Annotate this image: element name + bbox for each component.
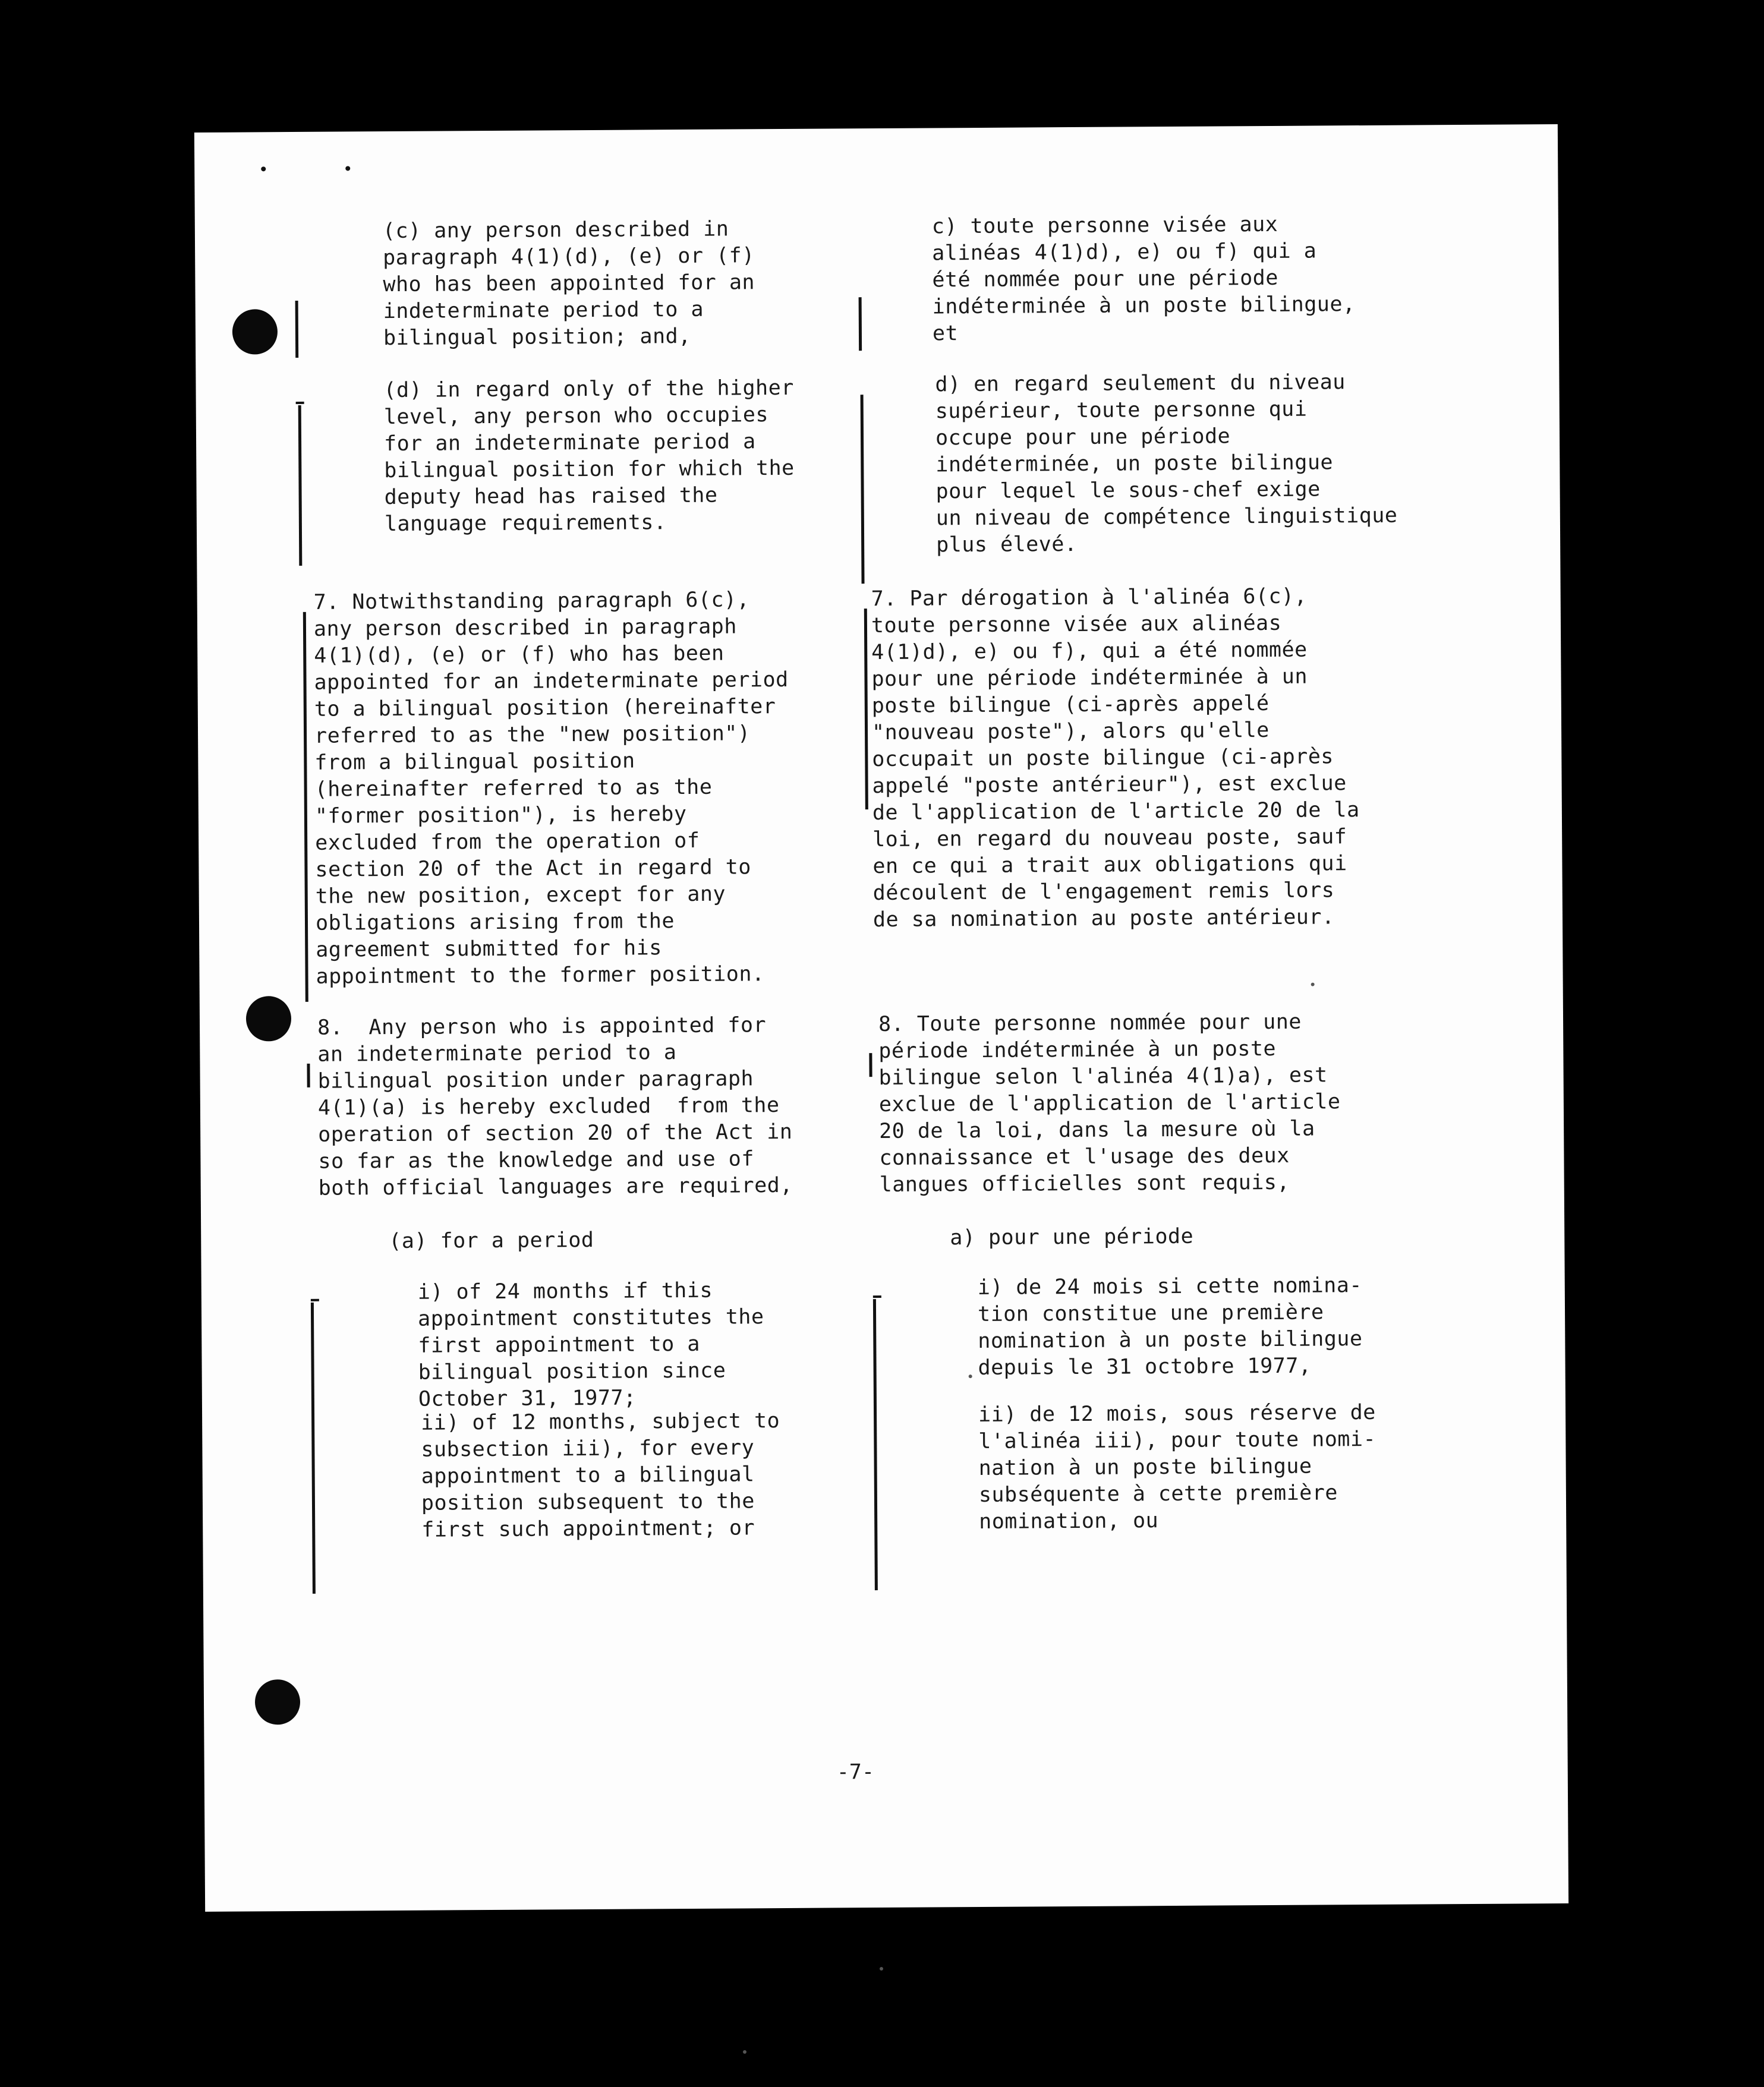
revision-bar-tick xyxy=(296,402,304,404)
document-page xyxy=(194,124,1568,1912)
scan-speck xyxy=(345,166,350,171)
binder-hole-middle xyxy=(246,996,291,1041)
english-paragraph-6c: (c) any person described in paragraph 4(1)(d), (e) or (f) who has been appointed for an indeterminate period to a bilingual position; and, xyxy=(382,217,755,351)
english-paragraph-6d: (d) in regard only of the higher level, any person who occupies for an indeterminate period a bilingual position for which the deputy head has raised the language requirements. xyxy=(383,376,795,537)
french-paragraph-8a-ii: ii) de 12 mois, sous réserve de l'alinéa iii), pour toute nomi- nation à un poste bilingue subséquente à cette première nomination, ou xyxy=(978,1400,1376,1534)
english-paragraph-8a-ii: ii) of 12 months, subject to subsection iii), for every appointment to a bilingual position subsequent to the first such appointment; or xyxy=(421,1409,780,1542)
revision-bar xyxy=(311,1303,316,1594)
revision-bar xyxy=(859,297,862,351)
english-paragraph-8a-i: i) of 24 months if this appointment constitutes the first appointment to a bilingual position since October 31, 1977; xyxy=(417,1278,764,1411)
scan-speck xyxy=(969,1374,972,1378)
scan-speck xyxy=(261,166,266,171)
french-paragraph-8a-i: i) de 24 mois si cette nomina- tion constitue une première nomination à un poste bilingue depuis le 31 octobre 1977, xyxy=(977,1273,1363,1380)
revision-bar xyxy=(298,405,303,566)
revision-bar xyxy=(873,1299,878,1590)
french-paragraph-7: 7. Par dérogation à l'alinéa 6(c), toute personne visée aux alinéas 4(1)d), e) ou f), qui a été nommée pour une période indéterminée à un poste bilingue (ci-après appelé "nouveau poste"), alors qu'elle occupait un poste bilingue (ci-après appelé "poste antérieur"), est exclue de l'application de l'article 20 de la loi, en regard du nouveau poste, sauf en ce qui a trait aux obligations qui découlent de l'engagement remis lors de sa nomination au poste antérieur. xyxy=(871,584,1360,932)
revision-bar xyxy=(864,609,868,809)
revision-bar xyxy=(861,395,865,584)
binder-hole-top xyxy=(232,309,278,354)
scan-speck xyxy=(1311,983,1315,986)
revision-bar xyxy=(307,1064,310,1087)
french-paragraph-6d: d) en regard seulement du niveau supérieur, toute personne qui occupe pour une période indéterminée, un poste bilingue pour lequel le sous-chef exige un niveau de compétence linguistique plus élevé. xyxy=(935,370,1398,557)
french-paragraph-6c: c) toute personne visée aux alinéas 4(1)d), e) ou f) qui a été nommée pour une période indéterminée à un poste bilingue, et xyxy=(931,212,1356,346)
scan-speck xyxy=(743,2050,746,2054)
english-paragraph-7: 7. Notwithstanding paragraph 6(c), any person described in paragraph 4(1)(d), (e) or (f) who has been appointed for an indeterminate period to a bilingual position (hereinafter referred to as the "new position") from a bilingual position (hereinafter referred to as the "former position"), is hereby excluded from the operation of section 20 of the Act in regard to the new position, except for any obligations arising from the agreement submitted for his appointment to the former position. xyxy=(313,588,789,989)
french-paragraph-8: 8. Toute personne nommée pour une période indéterminée à un poste bilingue selon l'alinéa 4(1)a), est exclue de l'application de l'article 20 de la loi, dans la mesure où la connaissance et l'usage des deux langues officielles sont requis, xyxy=(878,1010,1341,1197)
binder-hole-bottom xyxy=(255,1679,300,1725)
revision-bar xyxy=(303,612,308,1002)
french-paragraph-8a: a) pour une période xyxy=(950,1224,1194,1250)
revision-bar-tick xyxy=(873,1295,881,1298)
revision-bar xyxy=(869,1053,872,1077)
scan-speck xyxy=(880,1967,883,1971)
revision-bar xyxy=(295,301,299,358)
english-paragraph-8a: (a) for a period xyxy=(389,1228,594,1254)
revision-bar-tick xyxy=(311,1299,319,1301)
page-number: -7- xyxy=(836,1760,875,1785)
english-paragraph-8: 8. Any person who is appointed for an indeterminate period to a bilingual position under paragraph 4(1)(a) is hereby excluded from the operation of section 20 of the Act in so far as the knowledge and use of both official languages are required, xyxy=(317,1013,793,1200)
